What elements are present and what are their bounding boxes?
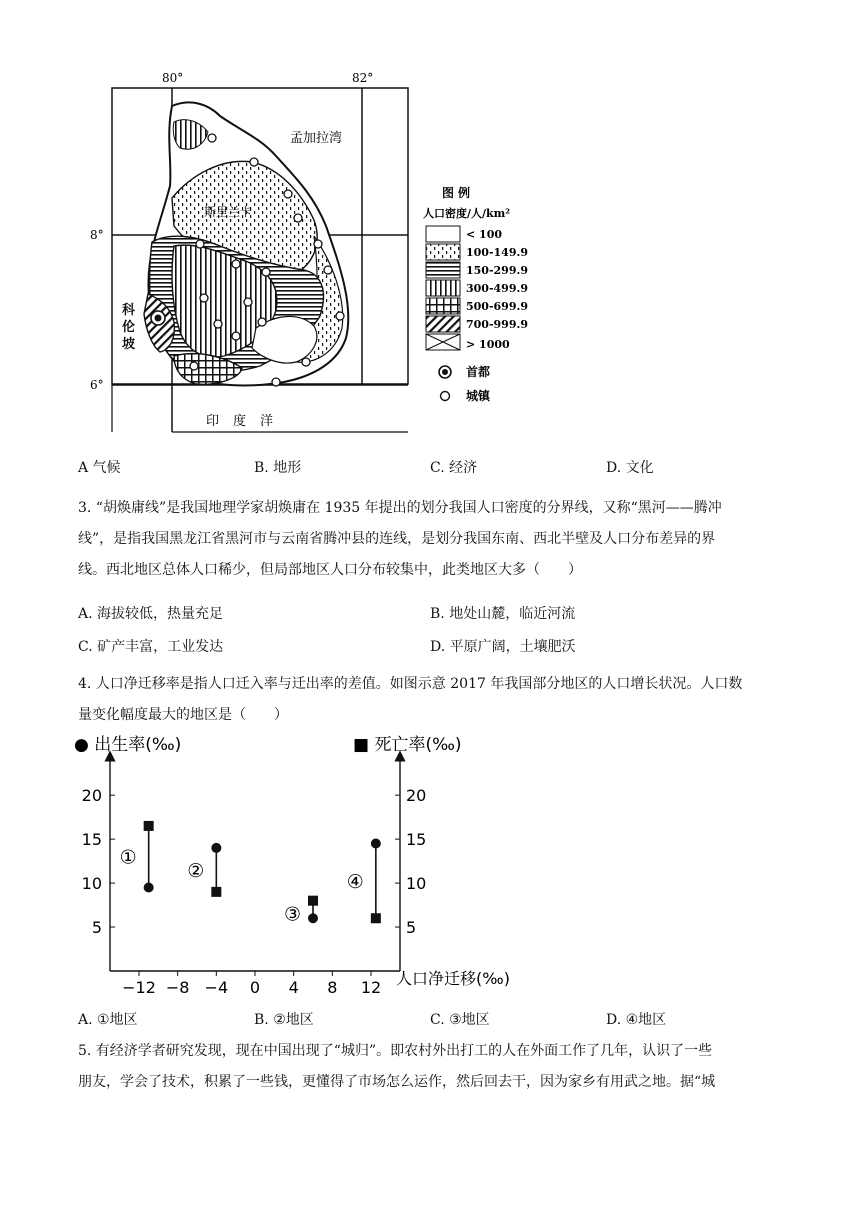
capital-label: 科伦坡 <box>122 303 136 352</box>
legend-title: 图例 <box>442 186 475 200</box>
q2-option-a: A 气候 <box>78 460 121 476</box>
legend-town: 城镇 <box>466 389 491 403</box>
population-growth-chart <box>70 728 540 1000</box>
x-tick-label: −12 <box>122 978 156 997</box>
lat-label-8: 8° <box>90 228 104 242</box>
legend-item-1: < 100 <box>466 228 503 241</box>
x-tick-label: −4 <box>204 978 229 997</box>
x-tick-label: −8 <box>165 978 190 997</box>
q3-option-b: B. 地处山麓，临近河流 <box>430 606 576 622</box>
left-axis-label: ● 出生率(‰) <box>74 735 182 755</box>
death-rate-point <box>308 896 318 906</box>
q4-stem <box>78 669 794 731</box>
bay-label: 孟加拉湾 <box>290 131 343 146</box>
q3-option-c: C. 矿产丰富，工业发达 <box>78 639 224 655</box>
q5-line-1: 5. 有经济学者研究发现，现在中国出现了“城归”。即农村外出打工的人在外面工作了几年，认识了一些 <box>78 1043 713 1059</box>
death-rate-point <box>211 887 221 897</box>
right-y-tick-label: 10 <box>406 874 427 894</box>
legend-item-4: 300-499.9 <box>466 282 528 295</box>
q3-line-3: 线。西北地区总体人口稀少，但局部地区人口分布较集中，此类地区大多（ ） <box>78 562 582 578</box>
legend-item-6: 700-999.9 <box>466 318 528 331</box>
q5-stem <box>78 1036 794 1098</box>
q4-option-b: B. ②地区 <box>254 1012 314 1028</box>
left-y-tick-label: 10 <box>81 874 102 894</box>
q4-line-2: 量变化幅度最大的地区是（ ） <box>78 707 288 723</box>
legend-item-3: 150-299.9 <box>466 264 528 277</box>
death-rate-point <box>371 913 381 923</box>
q3-line-1: 3. “胡焕庸线”是我国地理学家胡焕庸在 1935 年提出的划分我国人口密度的分界线，又称“黑河——腾冲 <box>78 500 722 516</box>
legend-item-2: 100-149.9 <box>466 246 528 259</box>
right-y-tick-label: 5 <box>406 918 417 938</box>
x-axis-label: 人口净迁移(‰) <box>396 969 510 988</box>
birth-rate-point <box>308 913 318 923</box>
death-rate-point <box>144 821 154 831</box>
region-label: ① <box>119 846 137 869</box>
left-y-tick-label: 20 <box>81 786 102 806</box>
x-tick-label: 8 <box>327 978 338 997</box>
legend-item-7: > 1000 <box>466 338 510 351</box>
q3-option-a: A. 海拔较低，热量充足 <box>78 606 224 622</box>
q3-stem <box>78 493 794 586</box>
region-label: ④ <box>346 870 364 893</box>
lat-label-6: 6° <box>90 378 104 392</box>
region-label: ② <box>187 859 205 882</box>
right-y-tick-label: 20 <box>406 786 427 806</box>
x-tick-label: 4 <box>288 978 299 997</box>
region-label: ③ <box>283 903 301 926</box>
sri-lanka-population-map <box>90 66 570 446</box>
lon-label-80: 80° <box>162 71 184 85</box>
left-y-tick-label: 5 <box>91 918 102 938</box>
q2-option-b: B. 地形 <box>254 460 302 476</box>
birth-rate-point <box>211 843 221 853</box>
q2-option-d: D. 文化 <box>606 460 654 476</box>
birth-rate-point <box>371 839 381 849</box>
legend-subtitle: 人口密度/人/km² <box>423 207 511 220</box>
legend-capital: 首都 <box>466 365 491 379</box>
q3-option-d: D. 平原广阔，土壤肥沃 <box>430 639 576 655</box>
right-y-tick-label: 15 <box>406 830 427 850</box>
right-axis-label: ■ 死亡率(‰) <box>353 735 462 755</box>
legend-item-5: 500-699.9 <box>466 300 528 313</box>
q3-line-2: 线”，是指我国黑龙江省黑河市与云南省腾冲县的连线，是划分我国东南、西北半壁及人口分布差异的界 <box>78 531 716 547</box>
ocean-label: 印度洋 <box>206 414 288 429</box>
x-tick-label: 0 <box>249 978 261 997</box>
left-y-tick-label: 15 <box>81 830 102 850</box>
x-tick-label: 12 <box>360 978 382 997</box>
q4-line-1: 4. 人口净迁移率是指人口迁入率与迁出率的差值。如图示意 2017 年我国部分地区的人口增长状况。人口数 <box>78 676 743 692</box>
lon-label-82: 82° <box>352 71 374 85</box>
q4-option-d: D. ④地区 <box>606 1012 667 1028</box>
q4-option-a: A. ①地区 <box>78 1012 138 1028</box>
q5-line-2: 朋友，学会了技术，积累了一些钱，更懂得了市场怎么运作，然后回去干，因为家乡有用武之地。据“城 <box>78 1074 716 1090</box>
birth-rate-point <box>144 882 154 892</box>
q4-option-c: C. ③地区 <box>430 1012 490 1028</box>
q2-option-c: C. 经济 <box>430 460 478 476</box>
country-label: 斯里兰卡 <box>204 205 253 219</box>
